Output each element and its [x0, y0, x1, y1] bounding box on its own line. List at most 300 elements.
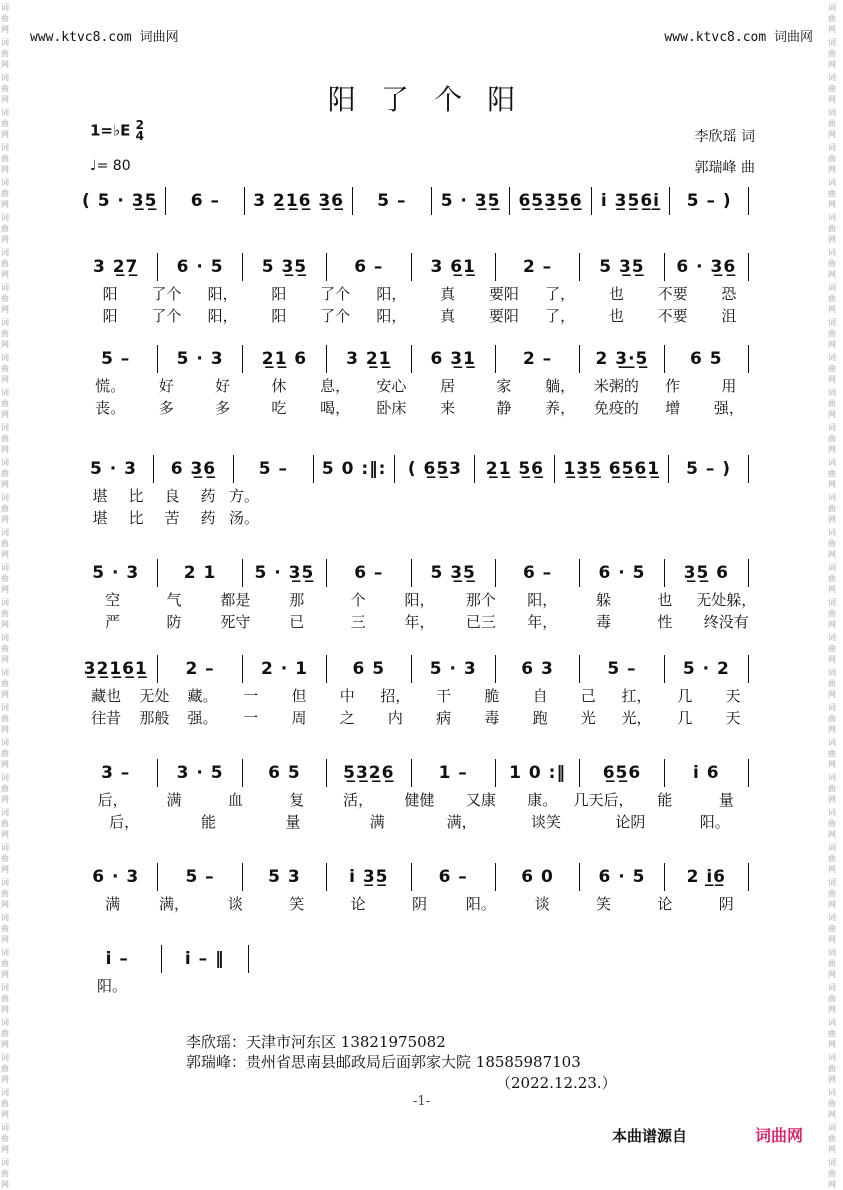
lyric-line — [82, 706, 757, 728]
lyric-word: 阳 — [271, 284, 287, 303]
measure: 6̲5̲6 — [602, 763, 642, 783]
measure: 6 · 3̲6̲ — [676, 257, 737, 277]
watermark-strip-right — [828, 0, 842, 1189]
bar-line — [165, 187, 166, 215]
lyric-word: 米粥的 — [593, 376, 639, 395]
lyric-word: 作 — [665, 376, 681, 395]
watermark-char: 词曲网 — [1, 843, 9, 874]
lyric-line — [82, 788, 757, 810]
lyric-word: 天 — [725, 708, 741, 727]
footer-lyricist-address: 李欣瑶：天津市河东区 13821975082 — [186, 1033, 446, 1051]
lyric-word: 之 — [339, 708, 355, 727]
lyric-word: 藏也 — [91, 686, 122, 705]
measure: 5 · 3 — [92, 563, 140, 583]
measure: 2 – — [522, 349, 553, 369]
watermark-char: 词曲网 — [828, 948, 836, 979]
notation-row — [82, 252, 757, 282]
bar-line — [326, 759, 327, 787]
lyric-word: 自 — [532, 686, 548, 705]
lyric-word: 静 — [496, 398, 512, 417]
bar-line — [748, 187, 749, 215]
watermark-char: 词曲网 — [828, 738, 836, 769]
watermark-char: 词曲网 — [1, 878, 9, 909]
lyric-line — [82, 374, 757, 396]
measure: 1̲3̲5̲ 6̲5̲6̲1̲ — [563, 459, 661, 479]
lyric-word: 吃 — [271, 398, 287, 417]
watermark-char: 词曲网 — [828, 493, 836, 524]
lyric-word: 阳， — [207, 306, 238, 325]
lyric-word: 能 — [201, 812, 217, 831]
lyric-word: 脆 — [484, 686, 500, 705]
watermark-char: 词曲网 — [1, 248, 9, 279]
bar-line — [495, 559, 496, 587]
watermark-char: 词曲网 — [1, 528, 9, 559]
lyric-word: 满 — [105, 894, 121, 913]
bar-line — [244, 187, 245, 215]
lyric-word: 已 — [289, 612, 305, 631]
lyric-word: 但 — [291, 686, 307, 705]
watermark-char: 词曲网 — [828, 353, 836, 384]
bar-line — [411, 655, 412, 683]
bar-line — [411, 759, 412, 787]
lyric-word: 方。 — [228, 486, 259, 505]
lyric-word: 多 — [215, 398, 231, 417]
measure: 2 · 1 — [260, 659, 308, 679]
lyric-line — [82, 396, 757, 418]
watermark-char: 词曲网 — [828, 213, 836, 244]
bar-line — [161, 945, 162, 973]
lyric-line — [82, 484, 262, 506]
bar-line — [411, 345, 412, 373]
measure: 3 2̲7̲ — [92, 257, 139, 277]
watermark-char: 词曲网 — [1, 318, 9, 349]
bar-line — [579, 345, 580, 373]
measure: 5 3̲5̲ — [430, 563, 476, 583]
lyric-word: 后， — [109, 812, 140, 831]
lyric-word: 个 — [350, 590, 366, 609]
measure: 5 – ) — [686, 459, 732, 479]
bar-line — [242, 655, 243, 683]
measure: 5 · 3̲5̲ — [254, 563, 315, 583]
lyric-word: 也 — [608, 284, 624, 303]
bar-line — [352, 187, 353, 215]
source-brand-link[interactable]: 词曲网 — [755, 1126, 804, 1145]
site-url-right[interactable]: www.ktvc8.com 词曲网 — [664, 30, 813, 45]
lyric-word: 论阴 — [615, 812, 646, 831]
bar-line — [242, 863, 243, 891]
lyric-word: 养， — [545, 398, 576, 417]
measure: 2 – — [185, 659, 215, 679]
lyric-word: 阳。 — [465, 894, 496, 913]
bar-line — [242, 253, 243, 281]
watermark-char: 词曲网 — [828, 808, 836, 839]
lyric-line — [82, 282, 757, 304]
bar-line — [669, 187, 670, 215]
bar-line — [326, 345, 327, 373]
measure: 6 – — [190, 191, 220, 211]
lyric-word: 阳， — [207, 284, 238, 303]
bar-line — [495, 759, 496, 787]
bar-line — [248, 945, 249, 973]
measure: 6 – — [438, 867, 468, 887]
lyric-word: 居 — [440, 376, 456, 395]
notation-row — [82, 862, 757, 892]
lyric-word: 沮 — [721, 306, 737, 325]
watermark-char: 词曲网 — [828, 458, 836, 489]
lyric-word: 谈 — [227, 894, 243, 913]
lyric-word: 来 — [440, 398, 456, 417]
lyric-word: 强。 — [187, 708, 218, 727]
lyric-word: 防 — [166, 612, 182, 631]
lyric-word: 天 — [725, 686, 741, 705]
measure: 3 · 5 — [176, 763, 224, 783]
watermark-char: 词曲网 — [828, 318, 836, 349]
watermark-char: 词曲网 — [1, 913, 9, 944]
bar-line — [495, 655, 496, 683]
bar-line — [579, 759, 580, 787]
watermark-char: 词曲网 — [828, 598, 836, 629]
watermark-char: 词曲网 — [1, 3, 9, 34]
lyric-line — [82, 974, 142, 996]
lyric-word: 终没有 — [703, 612, 749, 631]
score-system — [82, 558, 757, 632]
watermark-char: 词曲网 — [1, 738, 9, 769]
lyric-word: 堪 — [92, 486, 108, 505]
bar-line — [579, 655, 580, 683]
measure: 5 · 3 — [90, 459, 137, 479]
lyric-word: 多 — [158, 398, 174, 417]
lyric-word: 中 — [339, 686, 355, 705]
lyric-word: 血 — [227, 790, 243, 809]
lyric-word: 了个 — [320, 284, 351, 303]
measure: i – — [105, 949, 129, 969]
bar-line — [664, 253, 665, 281]
watermark-char: 词曲网 — [828, 143, 836, 174]
lyric-word: 光 — [580, 708, 596, 727]
lyric-word: 阳， — [376, 306, 407, 325]
lyric-word: 无处 — [139, 686, 170, 705]
bar-line — [313, 455, 314, 483]
lyric-word: 毒 — [484, 708, 500, 727]
lyric-word: 跑 — [532, 708, 548, 727]
bar-line — [394, 455, 395, 483]
lyric-word: 量 — [285, 812, 301, 831]
lyric-line — [82, 506, 262, 528]
lyricist-credit: 李欣瑶 词 — [694, 129, 755, 145]
measure: 6 3̲1̲ — [430, 349, 476, 369]
watermark-char: 词曲网 — [828, 3, 836, 34]
watermark-char: 词曲网 — [1, 353, 9, 384]
lyric-word: 那个 — [465, 590, 496, 609]
measure: i 6 — [693, 763, 720, 783]
measure: 6 3 — [521, 659, 554, 679]
lyric-word: 毒 — [596, 612, 612, 631]
lyric-word: 阳。 — [96, 976, 127, 995]
bar-line — [664, 655, 665, 683]
watermark-char: 词曲网 — [1, 388, 9, 419]
bar-line — [748, 253, 749, 281]
measure: 6 · 5 — [598, 867, 646, 887]
measure: 5 · 3 — [176, 349, 224, 369]
watermark-char: 词曲网 — [1, 1053, 9, 1084]
measure: 5 – — [377, 191, 407, 211]
page-number: -1- — [412, 1094, 431, 1109]
lyric-word: 笑 — [289, 894, 305, 913]
watermark-char: 词曲网 — [1, 423, 9, 454]
bar-line — [153, 455, 154, 483]
lyric-word: 阳。 — [699, 812, 730, 831]
measure: 6̲5̲3̲5̲6̲ — [518, 191, 583, 211]
watermark-char: 词曲网 — [828, 1123, 836, 1154]
lyric-word: 堪 — [92, 508, 108, 527]
lyric-word: 恐 — [721, 284, 737, 303]
measure: 6 – — [354, 257, 384, 277]
watermark-char: 词曲网 — [1, 213, 9, 244]
lyric-word: 谈笑 — [531, 812, 562, 831]
bar-line — [242, 345, 243, 373]
lyric-word: 几天后， — [573, 790, 634, 809]
lyric-word: 性 — [657, 612, 673, 631]
measure: 6 – — [354, 563, 384, 583]
measure: 5 · 3̲5̲ — [440, 191, 501, 211]
lyric-word: 空 — [105, 590, 121, 609]
measure: 6 5 — [352, 659, 386, 679]
tempo-marking: ♩= 80 — [90, 158, 131, 174]
bar-line — [495, 863, 496, 891]
watermark-char: 词曲网 — [828, 388, 836, 419]
lyric-word: 后， — [97, 790, 128, 809]
lyric-word: 一 — [243, 686, 259, 705]
lyric-word: 三 — [350, 612, 366, 631]
measure: 5 – — [258, 459, 288, 479]
lyric-word: 往昔 — [91, 708, 122, 727]
lyric-word: 满 — [369, 812, 385, 831]
lyric-word: 要阳 — [488, 284, 519, 303]
measure: 2 – — [522, 257, 553, 277]
bar-line — [157, 863, 158, 891]
measure: 1 0 :‖ — [509, 763, 566, 783]
measure: 5 3̲5̲ — [261, 257, 308, 277]
watermark-char: 词曲网 — [1, 948, 9, 979]
measure: 6 – — [522, 563, 553, 583]
watermark-char: 词曲网 — [828, 878, 836, 909]
lyric-word: 比 — [128, 486, 144, 505]
lyric-word: 了个 — [320, 306, 351, 325]
measure: 5 3̲5̲ — [599, 257, 645, 277]
lyric-word: 躲 — [596, 590, 612, 609]
watermark-char: 词曲网 — [1, 108, 9, 139]
measure: 6 · 5 — [598, 563, 646, 583]
bar-line — [326, 253, 327, 281]
watermark-char: 词曲网 — [828, 773, 836, 804]
lyric-word: 招， — [380, 686, 411, 705]
measure: 2 3̲·̲5̲ — [595, 349, 649, 369]
bar-line — [664, 345, 665, 373]
score-system — [82, 344, 757, 418]
lyric-word: 阳 — [271, 306, 287, 325]
bar-line — [431, 187, 432, 215]
lyric-word: 休 — [271, 376, 287, 395]
lyric-word: 死守 — [220, 612, 251, 631]
song-title: 阳了个阳 — [327, 83, 541, 116]
watermark-char: 词曲网 — [828, 983, 836, 1014]
lyric-word: 光， — [621, 708, 652, 727]
lyric-word: 藏。 — [187, 686, 218, 705]
lyric-word: 干 — [436, 686, 452, 705]
score-system — [82, 654, 757, 728]
lyric-word: 论 — [350, 894, 366, 913]
watermark-char: 词曲网 — [828, 563, 836, 594]
watermark-strip-left — [1, 0, 15, 1189]
watermark-char: 词曲网 — [828, 1053, 836, 1084]
notation-row — [82, 186, 757, 216]
watermark-char: 词曲网 — [828, 1018, 836, 1049]
bar-line — [748, 655, 749, 683]
bar-line — [411, 559, 412, 587]
time-top: 2 — [135, 118, 144, 132]
lyric-word: 量 — [718, 790, 734, 809]
lyric-word: 卧床 — [376, 398, 407, 417]
watermark-char: 词曲网 — [1, 598, 9, 629]
key-label: 1=♭E — [90, 121, 131, 140]
watermark-char: 词曲网 — [1, 38, 9, 69]
watermark-char: 词曲网 — [1, 458, 9, 489]
lyric-word: 不要 — [657, 306, 688, 325]
lyric-word: 满， — [159, 894, 190, 913]
lyric-word: 阴 — [411, 894, 427, 913]
lyric-word: 安心 — [376, 376, 407, 395]
bar-line — [411, 863, 412, 891]
watermark-char: 词曲网 — [828, 283, 836, 314]
lyric-word: 谈 — [534, 894, 550, 913]
lyric-word: 了个 — [151, 284, 182, 303]
score-system — [82, 454, 757, 528]
lyric-word: 健健 — [404, 790, 435, 809]
watermark-char: 词曲网 — [828, 73, 836, 104]
time-signature — [136, 120, 144, 142]
lyric-word: 免疫的 — [593, 398, 639, 417]
lyric-word: 扛， — [621, 686, 652, 705]
measure: i 3̲5̲ — [349, 867, 389, 887]
lyric-word: 汤。 — [228, 508, 259, 527]
watermark-char: 词曲网 — [1, 983, 9, 1014]
bar-line — [554, 455, 555, 483]
lyric-word: 了个 — [151, 306, 182, 325]
lyric-word: 康。 — [527, 790, 558, 809]
lyric-word: 阴 — [718, 894, 734, 913]
bar-line — [411, 253, 412, 281]
measure: 3 2̲1̲6̲ 3̲6̲ — [253, 191, 344, 211]
lyric-word: 几 — [677, 708, 693, 727]
bar-line — [474, 455, 475, 483]
lyric-line — [82, 684, 757, 706]
bar-line — [664, 759, 665, 787]
footer-composer-address: 郭瑞峰：贵州省思南县邮政局后面郭家大院 18585987103 — [186, 1053, 581, 1071]
measure: 3̲5̲ 6 — [683, 563, 730, 583]
measure: 5̲3̲2̲6̲ — [343, 763, 395, 783]
bar-line — [664, 863, 665, 891]
lyric-word: 好 — [215, 376, 231, 395]
lyric-word: 又康 — [465, 790, 496, 809]
bar-line — [157, 759, 158, 787]
measure: 6 5 — [690, 349, 723, 369]
watermark-char: 词曲网 — [1, 283, 9, 314]
lyric-word: 内 — [387, 708, 403, 727]
lyric-word: 好 — [158, 376, 174, 395]
measure: 5 · 2 — [682, 659, 730, 679]
measure: 6 0 — [521, 867, 554, 887]
lyric-word: 那般 — [139, 708, 170, 727]
lyric-line — [82, 810, 757, 832]
lyric-word: 用 — [721, 376, 737, 395]
lyric-word: 笑 — [596, 894, 612, 913]
lyric-line — [82, 304, 757, 326]
bar-line — [233, 455, 234, 483]
watermark-char: 词曲网 — [1, 143, 9, 174]
measure: 6 3̲6̲ — [170, 459, 217, 479]
watermark-char: 词曲网 — [1, 73, 9, 104]
watermark-char: 词曲网 — [1, 563, 9, 594]
measure: 2̲1̲ 6 — [261, 349, 308, 369]
lyric-word: 满， — [446, 812, 477, 831]
watermark-char: 词曲网 — [1, 1123, 9, 1154]
lyric-line — [82, 892, 757, 914]
lyric-word: 家 — [496, 376, 512, 395]
measure: 5 – ) — [686, 191, 732, 211]
measure: 3 2̲1̲ — [346, 349, 392, 369]
lyric-word: 阳 — [102, 306, 118, 325]
lyric-line — [82, 610, 757, 632]
notation-row — [82, 454, 757, 484]
watermark-char: 词曲网 — [1, 178, 9, 209]
lyric-word: 息， — [320, 376, 351, 395]
bar-line — [509, 187, 510, 215]
bar-line — [748, 759, 749, 787]
bar-line — [326, 655, 327, 683]
notation-row — [82, 758, 757, 788]
lyric-word: 满 — [166, 790, 182, 809]
bar-line — [495, 345, 496, 373]
watermark-char: 词曲网 — [1, 633, 9, 664]
footer-date: （2022.12.23.） — [496, 1074, 617, 1092]
watermark-char: 词曲网 — [828, 843, 836, 874]
site-url-left[interactable]: www.ktvc8.com 词曲网 — [30, 30, 179, 45]
watermark-char: 词曲网 — [828, 1158, 836, 1189]
watermark-char: 词曲网 — [1, 773, 9, 804]
bar-line — [748, 455, 749, 483]
lyric-word: 也 — [657, 590, 673, 609]
lyric-word: 论 — [657, 894, 673, 913]
watermark-char: 词曲网 — [828, 913, 836, 944]
measure: 5 – — [101, 349, 131, 369]
bar-line — [579, 559, 580, 587]
lyric-word: 活， — [343, 790, 374, 809]
score-system — [82, 944, 257, 996]
measure: 2 i̲6̲ — [686, 867, 727, 887]
watermark-char: 词曲网 — [1, 493, 9, 524]
lyric-word: 阳， — [527, 590, 558, 609]
measure: 5 0 :‖: — [321, 459, 387, 479]
lyric-word: 气 — [166, 590, 182, 609]
lyric-word: 了， — [545, 284, 576, 303]
lyric-word: 药 — [200, 508, 216, 527]
watermark-char: 词曲网 — [828, 423, 836, 454]
key-signature — [90, 120, 144, 142]
watermark-char: 词曲网 — [828, 633, 836, 664]
lyric-word: 丧。 — [95, 398, 126, 417]
lyric-word: 强， — [713, 398, 744, 417]
watermark-char: 词曲网 — [828, 108, 836, 139]
